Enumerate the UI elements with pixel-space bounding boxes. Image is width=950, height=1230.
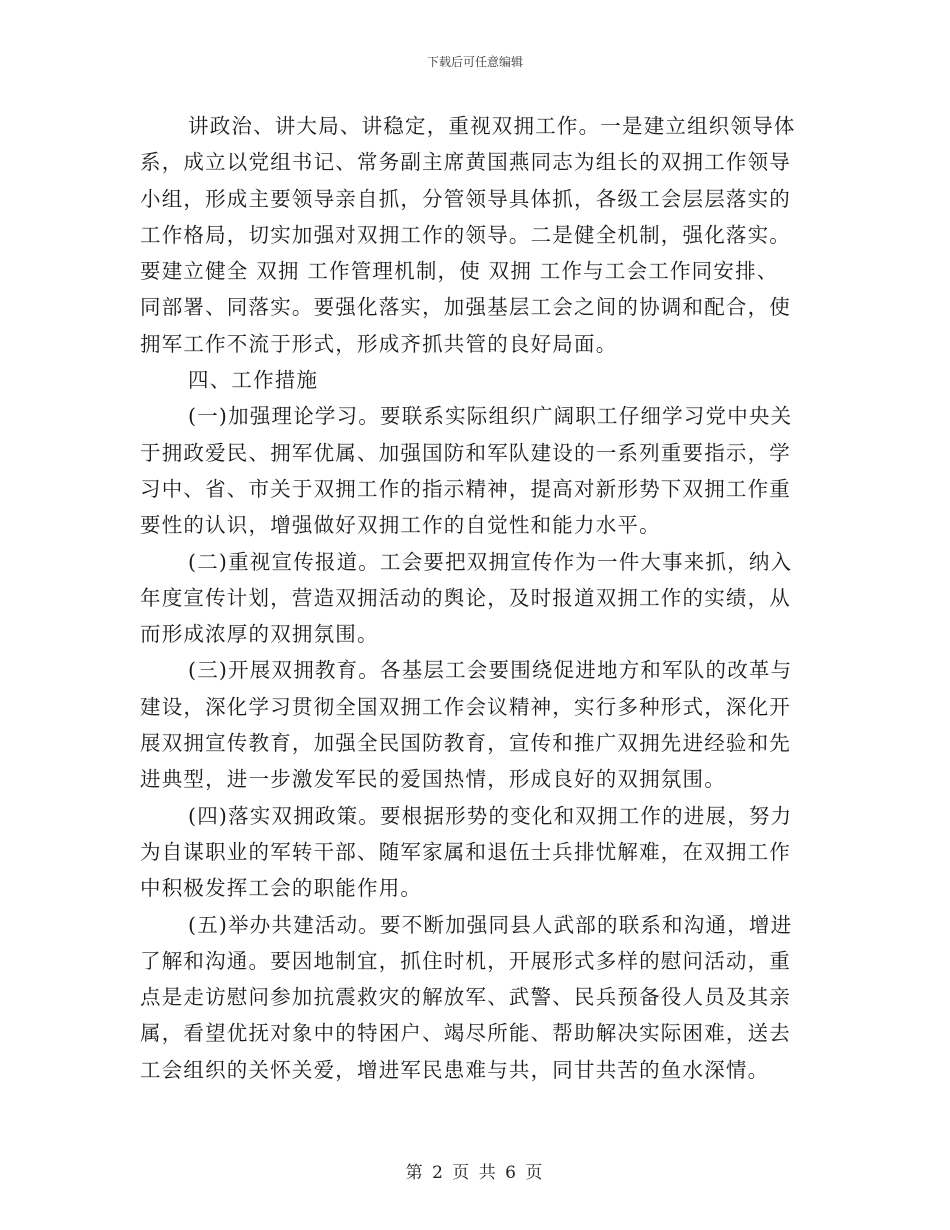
text-line: 了解和沟通。要因地制宜，抓住时机，开展形式多样的慰问活动，重 [140, 948, 791, 973]
text-line: (一)加强理论学习。要联系实际组织广阔职工仔细学习党中央关 [188, 404, 793, 429]
text-line: 拥军工作不流于形式，形成齐抓共管的良好局面。 [140, 331, 618, 356]
text-line: 建设，深化学习贯彻全国双拥工作会议精神，实行多种形式，深化开 [140, 694, 791, 719]
text-line: 于拥政爱民、拥军优属、加强国防和军队建设的一系列重要指示，学 [140, 440, 791, 465]
text-line: 小组，形成主要领导亲自抓，分管领导具体抓，各级工会层层落实的 [140, 186, 791, 211]
text-line: 属，看望优抚对象中的特困户、竭尽所能、帮助解决实际困难，送去 [140, 1021, 791, 1046]
text-line: (五)举办共建活动。要不断加强同县人武部的联系和沟通，增进 [188, 912, 793, 937]
text-line: 系，成立以党组书记、常务副主席黄国燕同志为组长的双拥工作领导 [140, 150, 791, 175]
text-line: (二)重视宣传报道。工会要把双拥宣传作为一件大事来抓，纳入 [188, 549, 793, 574]
text-line: (三)开展双拥教育。各基层工会要围绕促进地方和军队的改革与 [188, 658, 793, 683]
text-line: 工会组织的关怀关爱，增进军民患难与共，同甘共苦的鱼水深情。 [140, 1057, 770, 1082]
text-line: 习中、省、市关于双拥工作的指示精神，提高对新形势下双拥工作重 [140, 476, 791, 501]
page-header: 下载后可任意编辑 [426, 55, 523, 69]
text-line: 点是走访慰问参加抗震救灾的解放军、武警、民兵预备役人员及其亲 [140, 985, 791, 1010]
document-body [140, 108, 810, 1088]
text-line: 讲政治、讲大局、讲稳定，重视双拥工作。一是建立组织领导体 [188, 114, 796, 138]
body-text [140, 108, 810, 1088]
text-line: (四)落实双拥政策。要根据形势的变化和双拥工作的进展，努力 [188, 803, 793, 828]
text-line: 四、工作措施 [188, 368, 319, 393]
text-line: 要性的认识，增强做好双拥工作的自觉性和能力水平。 [140, 513, 661, 538]
text-line: 为自谋职业的军转干部、随军家属和退伍士兵排忧解难，在双拥工作 [140, 839, 791, 864]
page-number: 第 2 页 共 6 页 [405, 1163, 545, 1183]
text-line: 而形成浓厚的双拥氛围。 [140, 622, 379, 647]
text-line: 工作格局，切实加强对双拥工作的领导。二是健全机制，强化落实。 [140, 222, 791, 247]
text-line: 展双拥宣传教育，加强全民国防教育，宣传和推广双拥先进经验和先 [140, 731, 791, 756]
text-line: 同部署、同落实。要强化落实，加强基层工会之间的协调和配合，使 [140, 295, 791, 320]
text-line: 年度宣传计划，营造双拥活动的舆论，及时报道双拥工作的实绩，从 [140, 585, 791, 610]
text-line: 中积极发挥工会的职能作用。 [140, 876, 423, 901]
text-line: 进典型，进一步激发军民的爱国热情，形成良好的双拥氛围。 [140, 767, 726, 792]
text-line: 要建立健全 双拥 工作管理机制，使 双拥 工作与工会工作同安排、 [140, 259, 779, 284]
